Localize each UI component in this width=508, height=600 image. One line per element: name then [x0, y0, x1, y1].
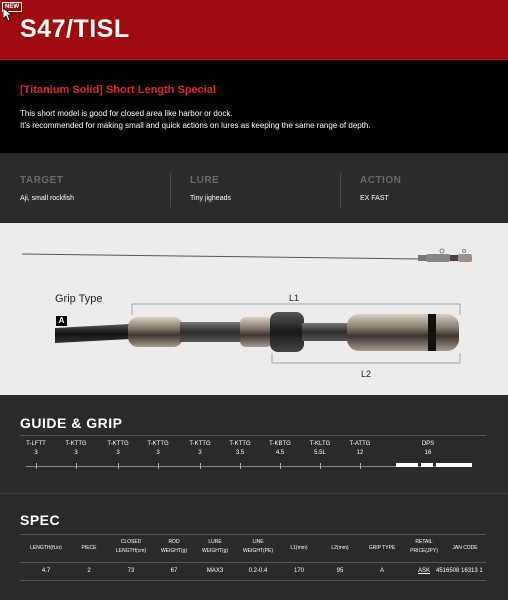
guide-name: T-KTTG	[189, 441, 211, 447]
guide-name: T-KTTG	[107, 441, 129, 447]
guide-name: T-KLTG	[309, 441, 331, 447]
guide-item	[140, 441, 176, 456]
guide-size: 3.5	[235, 450, 245, 456]
intro-section	[0, 60, 508, 153]
ask-price-link[interactable]: ASK	[417, 568, 430, 574]
spec-column-header	[22, 544, 70, 553]
spec-section	[0, 493, 508, 600]
reel-seat-block	[396, 463, 418, 467]
action-label: ACTION	[360, 175, 402, 186]
reel-seat-block	[436, 463, 472, 467]
guide-size: 3	[116, 450, 120, 456]
column-divider	[340, 173, 341, 207]
rod-diagram	[0, 223, 508, 395]
spec-column-header-line: LURE	[208, 539, 222, 545]
guide-size: 3	[34, 450, 38, 456]
guide-name: T-KTTG	[229, 441, 251, 447]
new-badge: NEW	[2, 2, 22, 12]
spec-column-header	[107, 538, 155, 556]
spec-column-header	[65, 544, 113, 553]
spec-cell: 67	[170, 568, 178, 574]
intro-description	[20, 108, 490, 132]
guide-tick	[320, 463, 321, 469]
spec-column-header-line: RETAIL	[415, 539, 433, 545]
guide-item	[100, 441, 136, 456]
guide-name: T-LFTT	[26, 441, 46, 447]
spec-column-header-line: PRICE(JPY)	[410, 548, 438, 554]
spec-column-header-line: LINE	[252, 539, 264, 545]
guide-grip-section	[0, 395, 508, 493]
target-column	[20, 175, 74, 202]
target-label: TARGET	[20, 175, 64, 186]
guide-size: 12	[356, 450, 364, 456]
spec-column-header-line: CLOSED	[120, 539, 142, 545]
guide-size: 5.5L	[314, 450, 326, 456]
spec-column-header	[316, 544, 364, 553]
guide-tick	[76, 463, 77, 469]
spec-column-header-line: JAN CODE	[452, 545, 478, 551]
spec-column-header	[191, 538, 239, 556]
guide-item	[222, 441, 258, 456]
spec-cell: MAX3	[206, 568, 224, 574]
intro-headline: [Titanium Solid] Short Length Special	[20, 84, 216, 96]
grip-type-label: Grip Type	[55, 293, 103, 305]
lure-label: LURE	[190, 175, 220, 186]
guide-item	[18, 441, 54, 456]
spec-cell: 2	[87, 568, 91, 574]
spec-column-header-line: WEIGHT(g)	[201, 548, 229, 554]
guide-item	[342, 441, 378, 456]
spec-cell: 95	[336, 568, 344, 574]
guide-size: 3	[74, 450, 78, 456]
spec-cell: 4.7	[41, 568, 51, 574]
spec-column-header-line: L2(mm)	[331, 545, 349, 551]
section-rule	[20, 435, 486, 436]
model-header	[0, 0, 508, 60]
grip-closeup-image	[0, 223, 508, 395]
l1-dimension-label: L1	[289, 293, 300, 303]
intro-description-line: This short model is good for closed area like harbor or dock.	[20, 109, 233, 118]
column-divider	[170, 173, 171, 207]
spec-column-header-line: GRIP TYPE	[368, 545, 396, 551]
guide-item	[302, 441, 338, 456]
lure-value: Tiny jigheads	[190, 195, 231, 202]
l2-dimension-label: L2	[361, 369, 372, 379]
guide-tick	[36, 463, 37, 469]
guide-item	[182, 441, 218, 456]
section-rule	[20, 534, 486, 535]
action-column	[360, 175, 401, 202]
spec-column-header	[441, 544, 489, 553]
target-value: Aji, small rockfish	[20, 195, 75, 202]
guide-item	[262, 441, 298, 456]
guide-size: 4.5	[275, 450, 285, 456]
reel-seat-name: DPS	[421, 441, 435, 447]
mouse-cursor-icon	[3, 8, 13, 22]
spec-cell: A	[379, 568, 384, 574]
spec-title: SPEC	[20, 512, 61, 528]
lure-column	[190, 175, 231, 202]
intro-description-line: It's recommended for making small and quick actions on lures as keeping the same range of depth.	[20, 121, 371, 130]
spec-column-header-line: WEIGHT(PE)	[243, 548, 273, 554]
action-value: EX FAST	[360, 195, 389, 202]
reel-seat-item	[410, 441, 446, 456]
target-lure-action-bar	[0, 153, 508, 223]
spec-cell: 4516508 16313 1	[436, 568, 483, 574]
spec-column-header-line: WEIGHT(g)	[160, 548, 188, 554]
guide-tick	[360, 463, 361, 469]
guide-name: T-KTTG	[65, 441, 87, 447]
guide-tick	[200, 463, 201, 469]
guide-name: T-KTTG	[147, 441, 169, 447]
guide-tick	[280, 463, 281, 469]
guide-size: 3	[198, 450, 202, 456]
reel-seat-size: 16	[424, 450, 432, 456]
spec-column-header-line: ROD	[168, 539, 180, 545]
spec-cell: 0.2-0.4	[248, 568, 268, 574]
spec-column-header-line: LENGTH(cm)	[115, 548, 147, 554]
reel-seat-block	[421, 463, 433, 467]
guide-size: 3	[156, 450, 160, 456]
table-rule	[20, 562, 486, 563]
model-title: S47/TISL	[20, 15, 130, 43]
spec-cell: 170	[293, 568, 304, 574]
spec-column-header-line: L1(mm)	[290, 545, 308, 551]
grip-type-badge: A	[56, 316, 67, 326]
spec-cell: 73	[127, 568, 135, 574]
spec-column-header	[358, 544, 406, 553]
guide-tick	[158, 463, 159, 469]
guide-name: T-ATTG	[349, 441, 371, 447]
spec-column-header-line: PIECE	[81, 545, 97, 551]
guide-tick	[118, 463, 119, 469]
guide-tick	[240, 463, 241, 469]
guide-item	[58, 441, 94, 456]
guide-name: T-KBTG	[269, 441, 291, 447]
table-rule	[20, 580, 486, 581]
spec-column-header-line: LENGTH(ft.in)	[30, 545, 62, 551]
guide-grip-title: GUIDE & GRIP	[20, 415, 123, 431]
